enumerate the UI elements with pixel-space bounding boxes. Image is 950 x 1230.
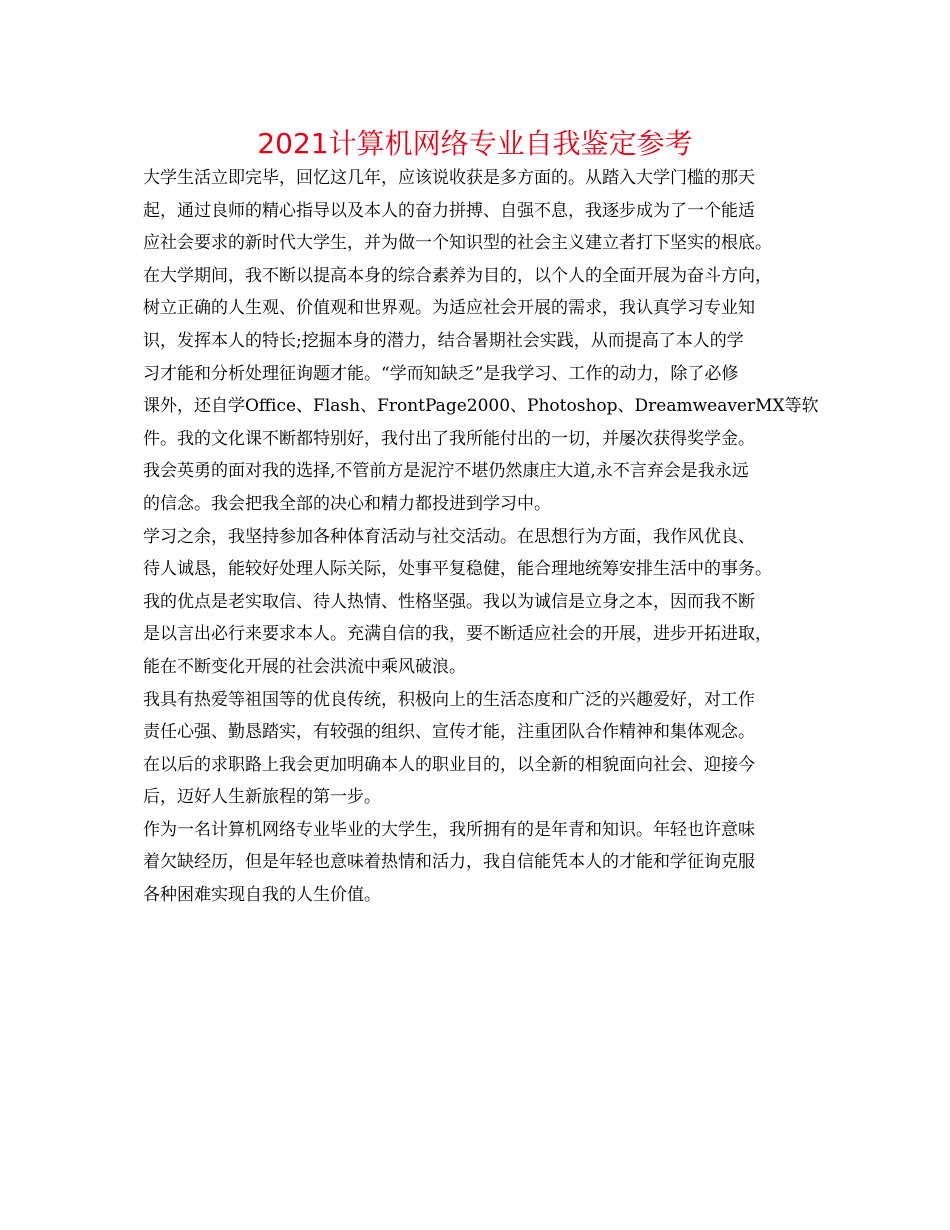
body-line: 学习之余，我坚持参加各种体育活动与社交活动。在思想行为方面，我作风优良、 xyxy=(143,526,755,547)
body-line: 着欠缺经历，但是年轻也意味着热情和活力，我自信能凭本人的才能和学征询克服 xyxy=(143,852,755,873)
body-line: 作为一名计算机网络专业毕业的大学生，我所拥有的是年青和知识。年轻也许意味 xyxy=(143,819,755,840)
body-line: 树立正确的人生观、价值观和世界观。为适应社会开展的需求，我认真学习专业知 xyxy=(143,298,755,319)
body-line: 各种困难实现自我的人生价值。 xyxy=(143,885,381,906)
body-line: 能在不断变化开展的社会洪流中乘风破浪。 xyxy=(143,656,466,677)
body-line: 的信念。我会把我全部的决心和精力都投进到学习中。 xyxy=(143,493,551,514)
body-line: 责任心强、勤恳踏实，有较强的组织、宣传才能，注重团队合作精神和集体观念。 xyxy=(143,722,755,743)
document-title: 2021计算机网络专业自我鉴定参考 xyxy=(257,127,693,160)
body-line: 课外，还自学Office、Flash、FrontPage2000、Photoshop、DreamweaverMX等软 xyxy=(143,396,819,417)
body-line: 应社会要求的新时代大学生，并为做一个知识型的社会主义建立者打下坚实的根底。 xyxy=(143,233,772,254)
body-line: 习才能和分析处理征询题才能。“学而知缺乏”是我学习、工作的动力，除了必修 xyxy=(143,363,739,384)
body-line: 我具有热爱等祖国等的优良传统，积极向上的生活态度和广泛的兴趣爱好，对工作 xyxy=(143,689,755,710)
body-line: 我会英勇的面对我的选择,不管前方是泥泞不堪仍然康庄大道,永不言弃会是我永远 xyxy=(143,461,749,482)
body-line: 是以言出必行来要求本人。充满自信的我，要不断适应社会的开展，进步开拓进取， xyxy=(143,624,772,645)
body-line: 后，迈好人生新旅程的第一步。 xyxy=(143,787,381,808)
body-line: 待人诚恳，能较好处理人际关际，处事平复稳健，能合理地统筹安排生活中的事务。 xyxy=(143,559,772,580)
body-line: 大学生活立即完毕，回忆这几年，应该说收获是多方面的。从踏入大学门槛的那天 xyxy=(143,168,755,188)
body-line: 我的优点是老实取信、待人热情、性格坚强。我以为诚信是立身之本，因而我不断 xyxy=(143,591,755,612)
document-body xyxy=(143,162,823,912)
body-line: 在大学期间，我不断以提高本身的综合素养为目的，以个人的全面开展为奋斗方向， xyxy=(143,265,772,286)
body-line: 在以后的求职路上我会更加明确本人的职业目的，以全新的相貌面向社会、迎接今 xyxy=(143,754,755,775)
body-line: 起，通过良师的精心指导以及本人的奋力拼搏、自强不息，我逐步成为了一个能适 xyxy=(143,200,755,221)
body-line: 识，发挥本人的特长;挖掘本身的潜力，结合暑期社会实践，从而提高了本人的学 xyxy=(143,330,744,351)
body-line: 件。我的文化课不断都特别好，我付出了我所能付出的一切，并屡次获得奖学金。 xyxy=(143,428,755,449)
